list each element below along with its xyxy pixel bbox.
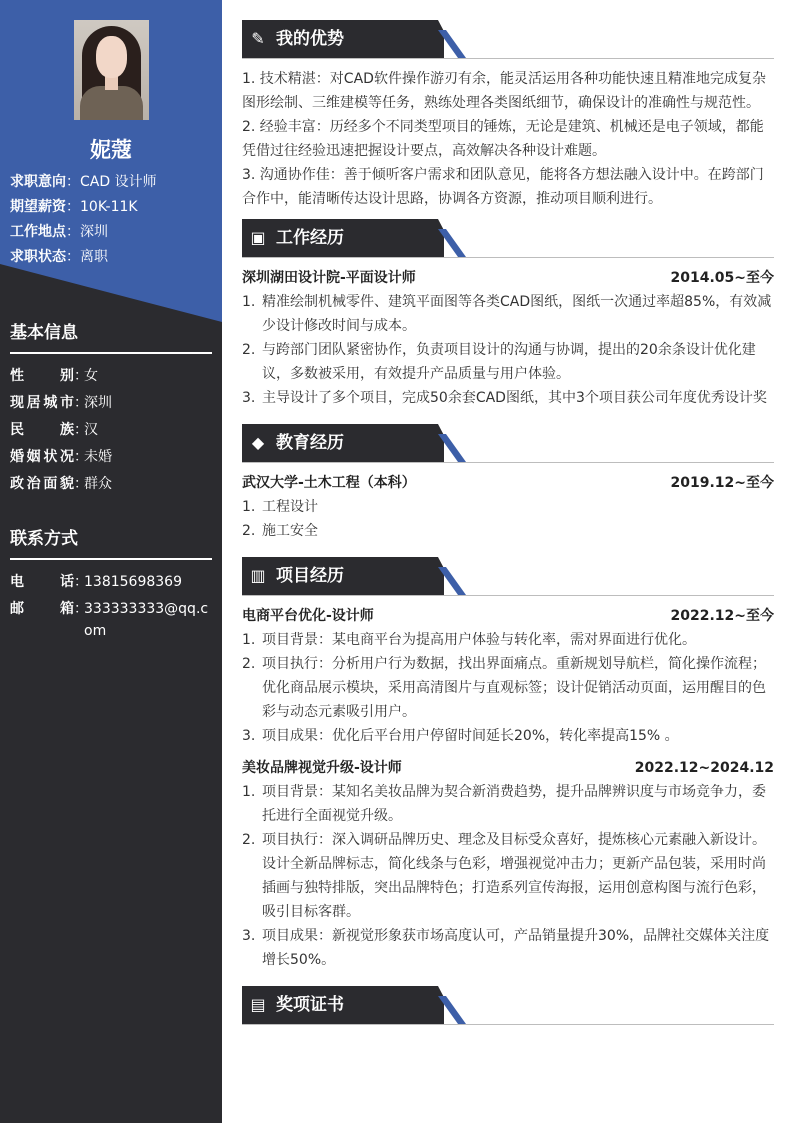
list-item: 1. 工程设计	[242, 499, 318, 515]
list-item: 1. 项目背景：某电商平台为提高用户体验与转化率，需对界面进行优化。	[242, 632, 696, 648]
project-entry	[242, 756, 774, 972]
briefcase-icon: ▣	[250, 228, 266, 247]
info-row: 现居城市 ： 深圳	[10, 395, 112, 411]
section-header-projects: ▥ 项目经历	[242, 557, 774, 596]
entry-date: 2022.12~至今	[670, 608, 774, 624]
job-intent	[10, 170, 215, 270]
graduation-cap-icon: ◆	[251, 433, 265, 452]
intent-row: 工作地点：深圳	[10, 224, 108, 240]
entry-org: 美妆品牌视觉升级-设计师	[242, 760, 402, 776]
list-item: 2. 施工安全	[242, 523, 318, 539]
intent-row: 求职意向：CAD 设计师	[10, 174, 157, 190]
list-item: 3. 主导设计了多个项目，完成50余套CAD图纸，其中3个项目获公司年度优秀设计奖	[242, 390, 767, 406]
contact-row-email: 邮箱 ： 333333333@qq.com	[10, 601, 209, 639]
books-icon: ▥	[250, 566, 266, 585]
user-edit-icon: ✎	[251, 29, 265, 48]
basic-info-section	[10, 318, 212, 500]
work-entry	[242, 266, 774, 410]
contact-row-phone: 电话 ： 13815698369	[10, 574, 182, 590]
list-item: 1. 项目背景：某知名美妆品牌为契合新消费趋势，提升品牌辨识度与市场竞争力，委托进行全面视觉升级。	[242, 784, 766, 824]
contact-section	[10, 524, 212, 647]
advantage-item: 1. 技术精湛：对CAD软件操作游刃有余，能灵活运用各种功能快速且精准地完成复杂图形绘制、三维建模等任务，熟练处理各类图纸细节，确保设计的准确性与规范性。	[242, 71, 766, 111]
profile-photo	[74, 20, 149, 120]
section-header-education: ◆ 教育经历	[242, 424, 774, 463]
certificate-icon: ▤	[250, 995, 266, 1014]
candidate-name: 妮蔻	[90, 138, 132, 162]
entry-org: 武汉大学-土木工程（本科）	[242, 475, 416, 491]
list-item: 1. 精准绘制机械零件、建筑平面图等各类CAD图纸，图纸一次通过率超85%，有效减少设计修改时间与成本。	[242, 294, 772, 334]
intent-row: 求职状态：离职	[10, 249, 108, 265]
sidebar	[0, 0, 222, 1123]
advantage-item: 2. 经验丰富：历经多个不同类型项目的锤炼，无论是建筑、机械还是电子领域，都能凭借过往经验迅速把握设计要点，高效解决各种设计难题。	[242, 119, 764, 159]
project-entry	[242, 604, 774, 748]
list-item: 3. 项目成果：优化后平台用户停留时间延长20%，转化率提高15% 。	[242, 728, 679, 744]
advantages-list	[242, 67, 774, 211]
list-item: 3. 项目成果：新视觉形象获市场高度认可，产品销量提升30%，品牌社交媒体关注度增长50%。	[242, 928, 770, 968]
info-row: 婚姻状况 ： 未婚	[10, 449, 112, 465]
intent-row: 期望薪资：10K-11K	[10, 199, 138, 215]
advantage-item: 3. 沟通协作佳：善于倾听客户需求和团队意见，能将各方想法融入设计中。在跨部门合作中，能清晰传达设计思路，协调各方资源，推动项目顺利进行。	[242, 167, 764, 207]
list-item: 2. 与跨部门团队紧密协作，负责项目设计的沟通与协调，提出的20余条设计优化建议，多数被采用，有效提升产品质量与用户体验。	[242, 342, 756, 382]
entry-org: 深圳湖田设计院-平面设计师	[242, 270, 416, 286]
entry-date: 2019.12~至今	[670, 475, 774, 491]
entry-date: 2014.05~至今	[670, 270, 774, 286]
info-row: 性别 ： 女	[10, 368, 98, 384]
contact-title: 联系方式	[10, 524, 212, 560]
entry-org: 电商平台优化-设计师	[242, 608, 374, 624]
section-header-advantages: ✎ 我的优势	[242, 20, 774, 59]
main-content	[242, 20, 774, 1033]
info-row: 民族 ： 汉	[10, 422, 98, 438]
list-item: 2. 项目执行：分析用户行为数据，找出界面痛点。重新规划导航栏，简化操作流程；优化商品展示模块，采用高清图片与直观标签；设计促销活动页面，运用醒目的色彩与动态元素吸引用户。	[242, 656, 766, 720]
list-item: 2. 项目执行：深入调研品牌历史、理念及目标受众喜好，提炼核心元素融入新设计。设计全新品牌标志，简化线条与色彩，增强视觉冲击力；更新产品包装，采用时尚插画与独特排版，突出品牌特色；打造系列宣传海报，运用创意构图与流行色彩，吸引目标客群。	[242, 832, 766, 920]
basic-info-title: 基本信息	[10, 318, 212, 354]
section-header-work: ▣ 工作经历	[242, 219, 774, 258]
education-entry	[242, 471, 774, 543]
section-header-awards: ▤ 奖项证书	[242, 986, 774, 1025]
info-row: 政治面貌 ： 群众	[10, 476, 112, 492]
entry-date: 2022.12~2024.12	[634, 760, 774, 776]
